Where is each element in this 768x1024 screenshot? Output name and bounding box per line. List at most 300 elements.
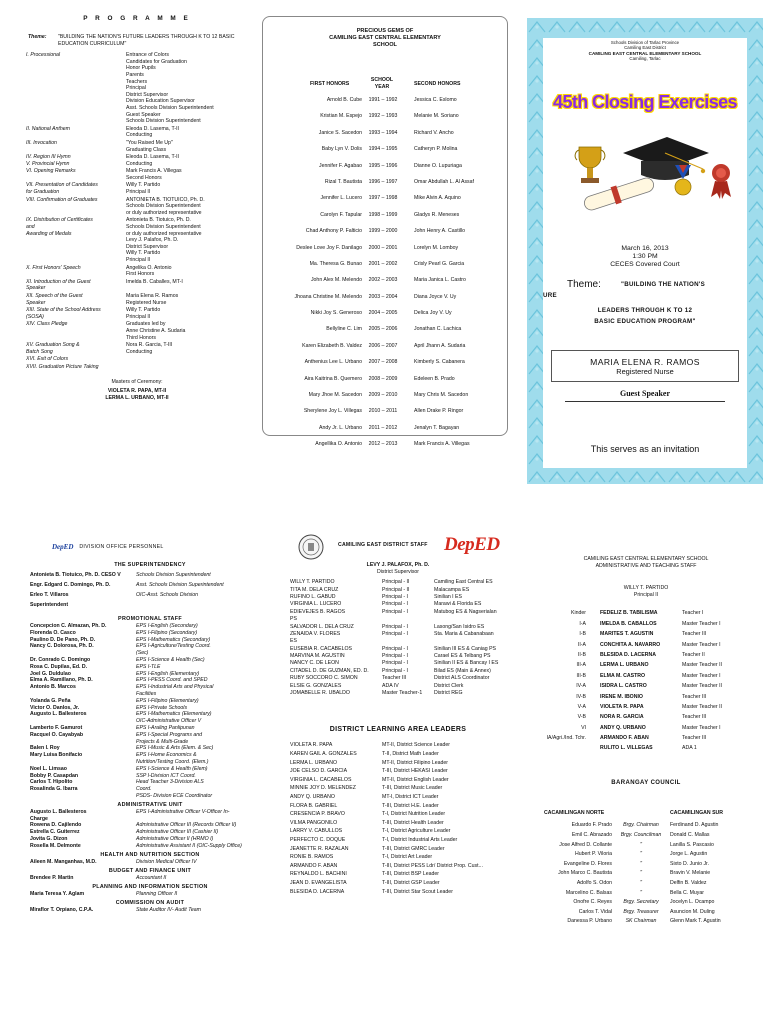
second-honor: Jessica C. Eslomo xyxy=(414,97,457,103)
second-honor: Allen Drake P. Ringor xyxy=(414,408,464,415)
first-honor: Anthenius Lee L. Urbano xyxy=(304,359,362,366)
person-name: Estrella C. Guiterrez xyxy=(30,829,80,836)
leader-name: VIOLETA R. PAPA xyxy=(290,742,333,749)
leader-name: CRESENCIA P. BRAVO xyxy=(290,811,345,818)
teacher-name: MARITES T. AGUSTIN xyxy=(600,631,654,638)
person-name: Bobby P. Casapdan xyxy=(30,772,79,779)
grade-level: V-B xyxy=(577,714,586,721)
cover-header: Camiling, Tarlac xyxy=(629,56,661,62)
programme-part: III. Invocation xyxy=(26,139,57,146)
leader-name: BLESIDA D. LACERNA xyxy=(290,888,345,895)
grade-level: II-A xyxy=(577,641,586,648)
person-name: Antonio B. Marcos xyxy=(30,684,76,691)
second-honor: Jenalyn T. Bagayan xyxy=(414,424,460,431)
programme-part: VIII. Confirmation of Graduates xyxy=(26,196,98,203)
school-year: 1999 – 2000 xyxy=(368,228,398,235)
programme-part: XIII. State of the School Address (SOSA) xyxy=(26,307,101,320)
person-position: EPS I-English (Secondary) xyxy=(136,623,198,629)
leader-name: ANDY Q. URBANO xyxy=(290,794,335,800)
programme-part: IV. Region III Hymn V. Provincial Hymn xyxy=(26,154,71,167)
first-honor: Rizal T. Bautista xyxy=(324,178,362,185)
teacher-row xyxy=(528,610,764,620)
guest-speaker-underline xyxy=(565,401,725,402)
second-honor: Mark Francis A. Villegas xyxy=(414,441,470,448)
leader-name: JOE CELSO D. GARCIA xyxy=(290,768,348,775)
teacher-position: Master Teacher I xyxy=(682,724,721,731)
barangay-position: Brgy. Chairman xyxy=(623,822,659,829)
programme-item xyxy=(22,293,252,306)
staff-name: ELSIE G. GONZALES xyxy=(290,682,342,689)
leader-role: T-I, District Art Leader xyxy=(382,854,433,861)
barangay-row xyxy=(528,880,764,890)
programme-list xyxy=(22,52,252,370)
person-name: Carlos T. Hipolito xyxy=(30,779,73,786)
person-name: Yolanda G. Peña xyxy=(30,697,71,704)
staff-position: Master Teacher-1 xyxy=(382,690,423,697)
district-supervisor-title: District Supervisor xyxy=(376,568,420,575)
person-name: Rosa C. Dupilas, Ed. D. xyxy=(30,663,88,670)
gems-title: SCHOOL xyxy=(373,42,397,48)
person-name: Balen I. Roy xyxy=(30,745,60,752)
programme-person: Imelda B. Caballes, MT-I xyxy=(126,278,183,285)
barangay-position: SK Chairman xyxy=(625,918,657,925)
person-position: EPS I-Filipino (Secondary) xyxy=(136,629,198,636)
leader-role: T-III, District GSP Leader xyxy=(382,879,440,886)
section-title: THE SUPERINTENDENCY xyxy=(114,562,186,568)
leader-row xyxy=(282,880,514,889)
leader-row xyxy=(282,828,514,837)
school-year: 2005 – 2006 xyxy=(368,326,398,333)
second-honor: Mary Chris M. Sacedon xyxy=(414,392,469,399)
planning-list xyxy=(30,891,270,898)
barangay-row xyxy=(528,861,764,871)
cover-panel xyxy=(527,18,763,484)
person-position: OIC-Administrative Officer V xyxy=(136,718,202,725)
personnel-row xyxy=(30,843,270,850)
leader-role: MT-II, District Science Leader xyxy=(382,742,451,749)
staff-name: EUSEBIA R. CACABELOS xyxy=(290,645,352,652)
personnel-row xyxy=(30,759,270,766)
north-member: Jose Alfred D. Collante xyxy=(559,841,612,848)
leader-name: PERFECTO C. DOQUE xyxy=(290,836,346,843)
first-honor: Janice S. Sacedon xyxy=(318,129,362,136)
first-honor: Carolyn F. Tapular xyxy=(320,211,362,218)
personnel-row xyxy=(30,698,270,705)
personnel-row xyxy=(30,650,270,657)
barangay-row xyxy=(528,918,764,928)
school-year: 2008 – 2009 xyxy=(368,375,398,382)
south-member: Donald C. Mallas xyxy=(670,832,710,839)
teacher-name: NORA R. GARCIA xyxy=(600,714,644,721)
programme-panel xyxy=(22,14,252,454)
event-time: 1:30 PM xyxy=(632,252,658,260)
second-honor: John Henry A. Castillo xyxy=(414,228,466,235)
leader-role: T-II, District Math Leader xyxy=(382,751,439,758)
person-position: SSP I-Division ICT Coord. xyxy=(136,772,196,779)
leader-name: LERMA L. URBANO xyxy=(290,759,337,766)
person-position: EPS I-Filipino (Elementary) xyxy=(136,697,199,704)
personnel-row xyxy=(30,705,270,712)
programme-part: XII. Speech of the Guest Speaker xyxy=(26,292,83,306)
person-position: Division Medical Officer IV xyxy=(136,858,197,865)
grade-level: Kinder xyxy=(571,610,586,617)
staff-name: ZENAIDA V. FLORES xyxy=(290,630,341,637)
school-year: 2010 – 2011 xyxy=(368,408,398,415)
col-second-honors: SECOND HONORS xyxy=(414,81,461,87)
admin-teaching-panel xyxy=(528,556,764,1024)
person-position: EPS I-TLE xyxy=(136,663,161,670)
staff-row xyxy=(282,624,514,631)
south-member: Bella C. Muyar xyxy=(670,889,705,896)
grade-level: III-A xyxy=(576,662,586,669)
teacher-position: Master Teacher II xyxy=(682,703,722,710)
south-member: Lanilla S. Pascasio xyxy=(670,841,714,848)
teacher-name: LERMA L. URBANO xyxy=(600,662,649,669)
staff-row xyxy=(282,638,514,645)
personnel-row xyxy=(30,766,270,773)
gems-row xyxy=(262,228,508,244)
admin-header: ADMINISTRATIVE AND TEACHING STAFF xyxy=(595,562,697,569)
leader-name: FLORA B. GABRIEL xyxy=(290,802,338,809)
grade-level: II-B xyxy=(577,651,586,658)
programme-item xyxy=(22,168,252,181)
programme-item xyxy=(22,265,252,278)
leader-row xyxy=(282,846,514,855)
person-name: Maria Teresa Y. Aglam xyxy=(30,890,85,897)
person-position: Projects & Multi-Grade xyxy=(136,738,189,745)
second-honor: Lorelyn M. Lomboy xyxy=(414,244,459,251)
teacher-row xyxy=(528,631,764,641)
grade-level: IV-A xyxy=(576,683,586,690)
second-honor: Richard V. Ancho xyxy=(414,129,454,136)
barangay-row xyxy=(528,822,764,832)
teacher-row xyxy=(528,725,764,735)
cover-header: Camiling East District xyxy=(624,45,666,51)
staff-name: CITADEL D. DE GUZMAN, ED. D. xyxy=(290,667,369,674)
personnel-row xyxy=(30,752,270,759)
north-member: Emil C. Abrazado xyxy=(571,832,612,839)
staff-school: Lasong/San Isidro ES xyxy=(434,623,485,630)
leader-role: T-III, District Star Scout Leader xyxy=(382,888,453,895)
personnel-row xyxy=(30,875,270,882)
gems-row xyxy=(262,359,508,375)
programme-person: Entrance of Colors Candidates for Graduation Honor Pupils Parents Teachers Principal District Supervisor Division Education Supervisor Asst. Schools Division Superintendent Guest Speaker Schools Division Superintendent xyxy=(126,52,214,125)
person-position: Administrative Officer III (Cashier II) xyxy=(136,829,219,836)
school-year: 1996 – 1997 xyxy=(368,178,398,185)
programme-item xyxy=(22,197,252,217)
leader-role: T-III, District PESS Ldr/ District Prop. Cust... xyxy=(382,862,483,869)
staff-school: Malacampa ES xyxy=(434,586,470,593)
teacher-name: IRENE M. IBONIO xyxy=(600,693,643,700)
person-position: EPS I-Science & Health (Elem) xyxy=(136,765,208,772)
precious-gems-panel xyxy=(262,16,508,448)
teacher-position: Teacher III xyxy=(682,631,707,638)
personnel-row xyxy=(30,664,270,671)
barangay-position: Brgy. Councilman xyxy=(620,832,662,839)
programme-person: Maria Elena R. Ramos Registered Nurse xyxy=(126,292,179,306)
barangay-position: " xyxy=(640,851,642,858)
person-position: EPS I-Private Schools xyxy=(136,704,188,711)
programme-title: P R O G R A M M E xyxy=(83,15,191,22)
gems-row xyxy=(262,97,508,113)
personnel-header: DIVISION OFFICE PERSONNEL xyxy=(79,543,164,550)
programme-item xyxy=(22,182,252,195)
person-position: EPS I-Music & Arts (Elem. & Sec) xyxy=(136,745,214,752)
personnel-row xyxy=(30,657,270,664)
staff-row xyxy=(282,683,514,690)
leader-name: LARRY V. CABULLOS xyxy=(290,828,343,835)
leader-role: T-III, District BSP Leader xyxy=(382,871,439,878)
person-position: Head Teacher 3-Division ALS xyxy=(136,779,204,786)
person-position: OIC-Asst. Schools Division xyxy=(136,592,198,598)
leader-row xyxy=(282,803,514,812)
leader-role: T-III, District HEKASI Leader xyxy=(382,768,448,775)
master-of-ceremony: VIOLETA R. PAPA, MT-II xyxy=(107,388,167,395)
invitation-note: This serves as an invitation xyxy=(590,443,700,454)
event-date: March 16, 2013 xyxy=(621,244,669,252)
teacher-name: ISIDRA L. CASTRO xyxy=(600,683,647,690)
teachers-list xyxy=(528,610,764,755)
staff-school: Sinilian III ES & Caniag PS xyxy=(434,645,496,652)
person-position: EPS I-Home Economics & xyxy=(136,752,197,759)
promotional-list xyxy=(30,623,270,800)
person-position: State Auditor IV- Audit Team xyxy=(136,906,201,913)
personnel-row xyxy=(30,779,270,786)
programme-part: II. National Anthem xyxy=(26,125,70,132)
staff-row xyxy=(282,653,514,660)
staff-name: EDIEVEJES B. RAGOS xyxy=(290,608,346,615)
person-position: PSDS- Division ECE Coordinator xyxy=(136,792,213,799)
leader-row xyxy=(282,768,514,777)
gems-row xyxy=(262,179,508,195)
person-position: Facilities xyxy=(136,690,157,697)
staff-name: TITA M. DELA CRUZ xyxy=(290,586,339,593)
teacher-position: Master Teacher I xyxy=(682,672,721,679)
person-position: Nutrition/Testing Coord. (Elem.) xyxy=(136,758,209,765)
person-name: Racquel O. Cayabyab xyxy=(30,731,84,738)
leader-name: JEAN D. EVANGELISTA xyxy=(290,879,347,886)
second-honor: Dianne O. Lupuriaga xyxy=(414,162,462,169)
staff-position: Principal - I xyxy=(382,593,408,600)
barangay-list xyxy=(528,822,764,928)
division-personnel-panel xyxy=(30,542,270,1024)
school-year: 2009 – 2010 xyxy=(368,392,398,399)
leader-row xyxy=(282,854,514,863)
first-honor: Kristian M. Espejo xyxy=(320,113,362,120)
programme-item xyxy=(22,140,252,153)
teacher-row xyxy=(528,714,764,724)
cover-header: Schools Division of Tarlac Province xyxy=(610,40,680,45)
staff-school: Sta. Maria & Cabanabaan xyxy=(434,630,494,637)
gems-row xyxy=(262,163,508,179)
grade-level: III-B xyxy=(576,672,586,679)
teacher-row xyxy=(528,652,764,662)
barangay-row xyxy=(528,909,764,919)
personnel-row xyxy=(30,623,270,630)
programme-person: Angelika O. Antonio First Honors xyxy=(126,264,172,278)
rosette-icon xyxy=(711,164,731,199)
person-name: Noel L. Limsao xyxy=(30,765,67,772)
section-title: PROMOTIONAL STAFF xyxy=(118,616,182,622)
teacher-row xyxy=(528,673,764,683)
first-honor: Mary Jhoe M. Sacedon xyxy=(308,392,362,399)
person-name: Miraflor T. Orpiano, C.P.A. xyxy=(30,906,94,913)
staff-school: Sinilian II ES & Bancay I ES xyxy=(434,660,499,667)
leader-row xyxy=(282,742,514,751)
person-position: EPS I-Special Programs and xyxy=(136,731,203,738)
person-position: EPS I-Administrative Officer V-Officer In- xyxy=(136,808,230,815)
person-position: EPS I-Science & Health (Sec) xyxy=(136,656,205,663)
second-honor: Delica Joy V. Uy xyxy=(414,310,452,317)
leader-role: MT-II, District Filipino Leader xyxy=(382,759,449,766)
staff-school: Marawi & Florida ES xyxy=(434,601,482,608)
school-year: 2003 – 2004 xyxy=(368,293,398,300)
person-position: Planning Officer II xyxy=(136,890,178,897)
barangay-row xyxy=(528,842,764,852)
teacher-row xyxy=(528,735,764,745)
person-name: Charge xyxy=(30,815,48,822)
district-staff-panel xyxy=(282,532,514,1024)
gems-row xyxy=(262,326,508,342)
grade-level: VI xyxy=(581,724,586,731)
teacher-name: BLESIDA D. LACERNA xyxy=(600,651,657,658)
north-member: Hubert P. Viloria xyxy=(574,851,612,858)
first-honor: Sherylene Joy L. Villegas xyxy=(303,408,362,415)
teacher-name: IMELDA B. CABALLOS xyxy=(600,620,657,627)
teacher-position: Teacher III xyxy=(682,735,707,742)
staff-position: Principal - II xyxy=(382,586,410,593)
person-name: Elma A. Ramillano, Ph. D. xyxy=(30,677,93,684)
gems-row xyxy=(262,130,508,146)
north-title: CACAMILINGAN NORTE xyxy=(544,810,605,817)
second-honor: April Jhann A. Sudaria xyxy=(414,342,466,349)
personnel-row xyxy=(30,786,270,793)
leader-role: T-I, District Agriculture Leader xyxy=(382,828,451,835)
north-member: Onofre C. Reyes xyxy=(573,899,612,906)
staff-school: Bilad ES (Main & Annex) xyxy=(434,667,491,674)
teacher-name: RULITO L. VILLEGAS xyxy=(600,745,653,752)
personnel-row xyxy=(30,572,270,582)
staff-school: Matubog ES & Nagserialan xyxy=(434,608,497,615)
staff-name: JOMABELLE R. UBALDO xyxy=(290,690,350,697)
staff-row xyxy=(282,668,514,675)
gems-row xyxy=(262,277,508,293)
first-honor: Deslee Love Joy F. Danilago xyxy=(296,244,362,251)
staff-position: Principal - I xyxy=(382,608,408,615)
person-name: Superintendent xyxy=(30,602,69,608)
person-position: Coord. xyxy=(136,786,152,793)
leader-name: VIRGINIA L. CACABELOS xyxy=(290,776,352,783)
barangay-title: BARANGAY COUNCIL xyxy=(611,779,681,786)
staff-position: Principal - I xyxy=(382,667,408,674)
cover-theme-line: URE xyxy=(543,291,557,299)
staff-row xyxy=(282,579,514,586)
leader-row xyxy=(282,785,514,794)
programme-person: Willy T. Partido Principal II xyxy=(126,182,161,196)
person-position: EPS I-PESS Coord. and SPED xyxy=(136,677,208,684)
grade-level: IA/Agri./Ind. Tchr. xyxy=(546,735,586,742)
second-honor: Maria Janica L. Castro xyxy=(414,277,466,284)
second-honor: Edeleen B. Prado xyxy=(414,375,455,382)
leader-row xyxy=(282,751,514,760)
person-position: Asst. Schools Division Superintendent xyxy=(136,582,224,588)
staff-row xyxy=(282,609,514,616)
north-member: Evangeline D. Flores xyxy=(563,860,612,867)
leader-role: T-III, District Health Leader xyxy=(382,819,444,826)
teacher-row xyxy=(528,704,764,714)
programme-part: VII. Presentation of Candidates for Graduation xyxy=(26,182,98,196)
south-member: Delfin B. Valdez xyxy=(670,880,707,886)
staff-name: RUBY SOCCORO C. SIMON xyxy=(290,675,358,682)
teacher-position: Teacher III xyxy=(682,714,707,721)
staff-position: Principal - II xyxy=(382,579,410,586)
north-member: Eduardo F. Prado xyxy=(571,822,612,829)
gems-row xyxy=(262,261,508,277)
leader-name: RONIE B. RAMOS xyxy=(290,854,334,861)
first-honor: John Alex M. Melendo xyxy=(310,277,362,284)
second-honor: Jonathan C. Lachica xyxy=(414,326,462,333)
admin-list xyxy=(30,809,270,850)
gems-row xyxy=(262,113,508,129)
programme-item xyxy=(22,52,252,125)
programme-item xyxy=(22,279,252,292)
teacher-name: ELMA M. CASTRO xyxy=(600,672,646,679)
first-honor: Karen Elizabeth B. Valdez xyxy=(302,342,362,349)
school-year: 2004 – 2005 xyxy=(368,310,398,317)
teacher-position: Teacher I xyxy=(682,610,704,617)
teacher-name: ANDY Q. URBANO xyxy=(600,724,646,731)
personnel-row xyxy=(30,745,270,752)
section-title: ADMINISTRATIVE UNIT xyxy=(117,801,183,808)
cover-theme-line: BASIC EDUCATION PROGRAM" xyxy=(594,317,696,325)
cover-theme-line: LEADERS THROUGH K TO 12 xyxy=(597,306,693,314)
leader-name: MINNIE JOY D. MELENDEZ xyxy=(290,785,356,792)
teacher-row xyxy=(528,745,764,755)
school-year: 1998 – 1999 xyxy=(368,211,398,218)
section-title: COMMISSION ON AUDIT xyxy=(115,899,185,906)
personnel-row xyxy=(30,691,270,698)
cover-header: CAMILING EAST CENTRAL ELEMENTARY SCHOOL xyxy=(588,50,702,56)
staff-position: Principal - I xyxy=(382,653,408,660)
north-member: Adolfo S. Odon xyxy=(576,880,612,886)
teacher-position: Master Teacher I xyxy=(682,620,721,627)
budget-list xyxy=(30,875,270,882)
leader-row xyxy=(282,760,514,769)
teacher-name: FEDELIZ B. TABILISMA xyxy=(600,610,658,617)
leader-name: KAREN GAIL A. GONZALES xyxy=(290,751,357,758)
guest-speaker-title: Registered Nurse xyxy=(616,366,674,376)
programme-item xyxy=(22,364,252,371)
second-honor: Kimberly S. Cabanera xyxy=(414,359,465,366)
school-year: 2000 – 2001 xyxy=(368,244,398,251)
first-honor: Bellyline C. Lim xyxy=(326,326,362,333)
school-year: 2011 – 2012 xyxy=(368,424,398,431)
person-name: Nancy C. Dolorosa, Ph. D. xyxy=(30,643,94,650)
teacher-position: Teacher III xyxy=(682,693,707,700)
staff-name: PS xyxy=(290,616,297,623)
barangay-row xyxy=(528,899,764,909)
programme-part: XVII. Graduation Picture Taking xyxy=(26,363,99,370)
gems-row xyxy=(262,408,508,424)
personnel-row xyxy=(30,671,270,678)
person-position: (Sec) xyxy=(136,650,149,657)
programme-person: Willy T. Partido Principal II xyxy=(126,307,161,320)
person-position: Administrative Assistant II (OIC-Supply Office) xyxy=(136,842,242,849)
col-school-year: SCHOOL YEAR xyxy=(370,77,394,90)
personnel-row xyxy=(30,643,270,650)
staff-row xyxy=(282,601,514,608)
audit-list xyxy=(30,907,270,914)
